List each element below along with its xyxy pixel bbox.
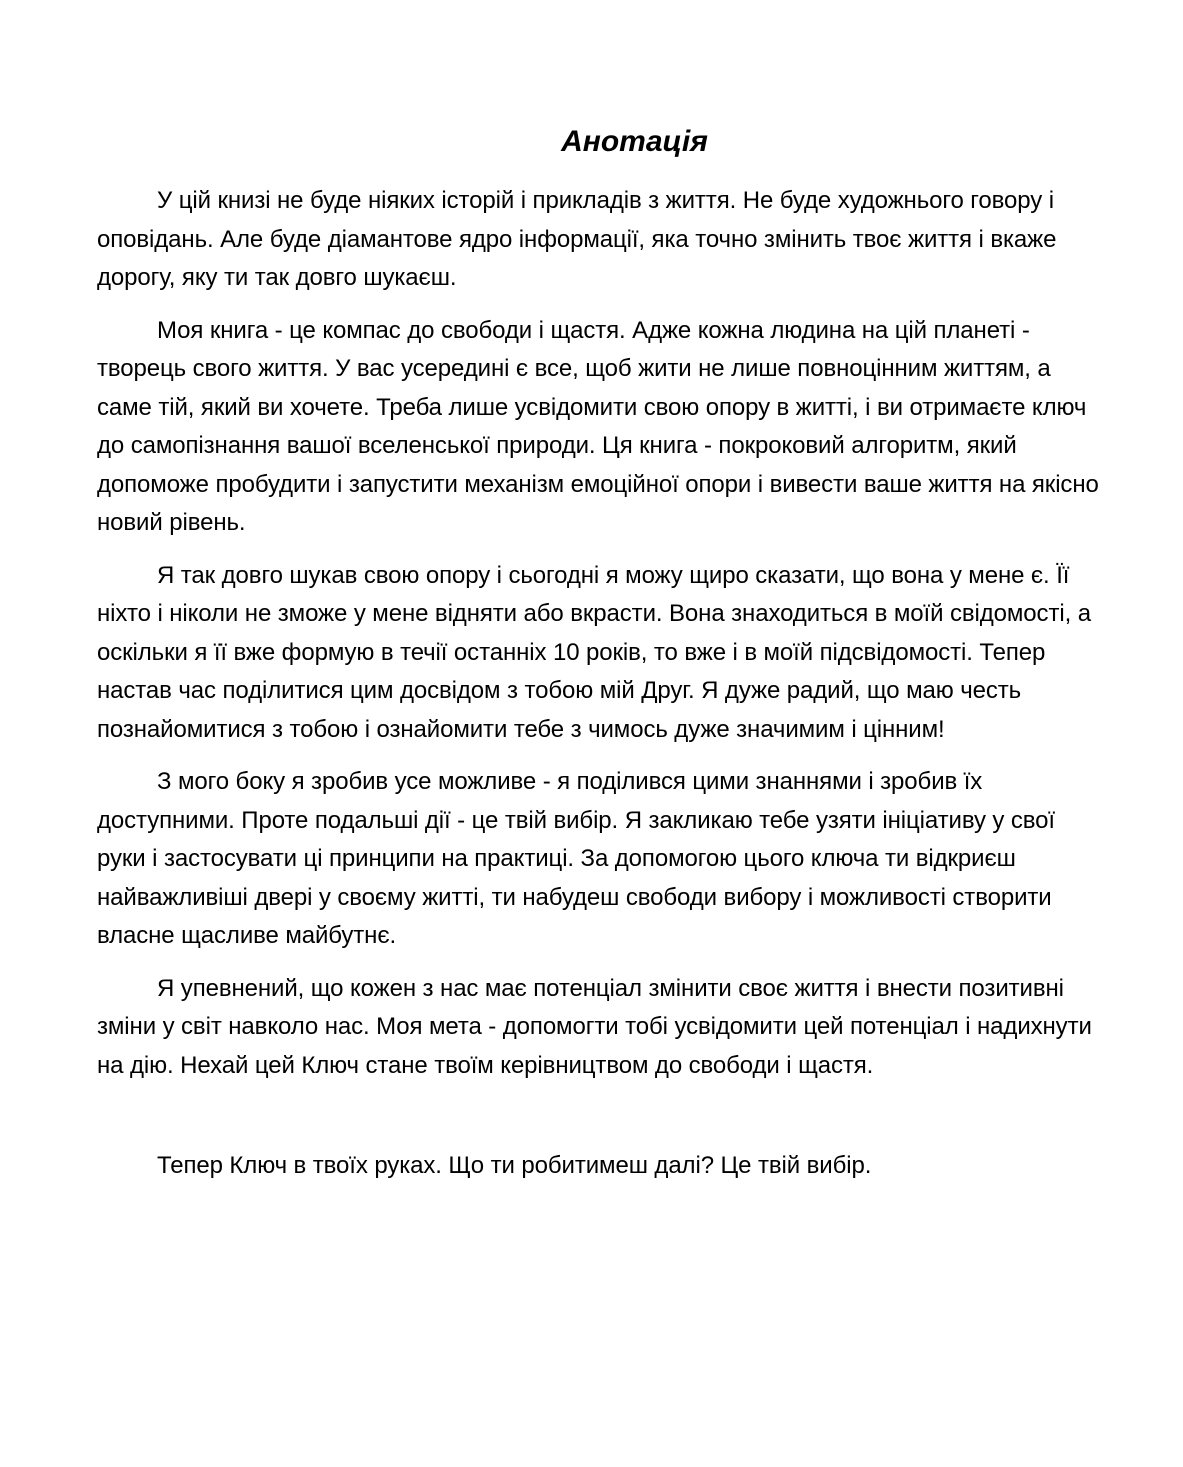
paragraph-5: Я упевнений, що кожен з нас має потенціал змінити своє життя і внести позитивні зміни у світ навколо нас. Моя мета - допомогти тобі усвідомити цей потенціал і надихнути на дію. Нехай цей Ключ стане твоїм керівництвом до свободи і щастя. <box>97 974 1092 1079</box>
paragraph-4: З мого боку я зробив усе можливе - я поділився цими знаннями і зробив їх доступними. Проте подальші дії - це твій вибір. Я закликаю тебе узяти ініціативу у свої руки і застосувати ці принципи на практиці. За допомогою цього ключа ти відкриєш найважливіші двері у своєму житті, ти набудеш свободи вибору і можливості створити власне щасливе майбутнє. <box>97 768 1055 949</box>
paragraph-1: У цій книзі не буде ніяких історій і прикладів з життя. Не буде художнього говору і оповідань. Але буде діамантове ядро інформації, яка точно змінить твоє життя і вкаже дорогу, яку ти так довго шукаєш. <box>97 187 1057 291</box>
page-title: Анотація <box>561 125 708 158</box>
paragraph-2: Моя книга - це компас до свободи і щастя. Адже кожна людина на цій планеті - творець свого життя. У вас усередині є все, щоб жити не лише повноцінним життям, а саме тій, який ви хочете. Треба лише усвідомити свою опору в житті, і ви отримаєте ключ до самопізнання вашої вселенської природи. Ця книга - покроковий алгоритм, який допоможе пробудити і запустити механізм емоційної опори і вивести ваше життя на якісно новий рівень. <box>97 316 1099 536</box>
paragraph-3: Я так довго шукав свою опору і сьогодні я можу щиро сказати, що вона у мене є. Її ніхто і ніколи не зможе у мене відняти або вкрасти. Вона знаходиться в моїй свідомості, а оскільки я її вже формую в течії останніх 10 років, то вже і в моїй підсвідомості. Тепер настав час поділитися цим досвідом з тобою мій Друг. Я дуже радий, що маю честь познайомитися з тобою і ознайомити тебе з чимось дуже значимим і цінним! <box>97 561 1091 743</box>
closing-paragraph: Тепер Ключ в твоїх руках. Що ти робитимеш далі? Це твій вибір. <box>157 1152 872 1179</box>
document-page <box>97 122 1107 1200</box>
